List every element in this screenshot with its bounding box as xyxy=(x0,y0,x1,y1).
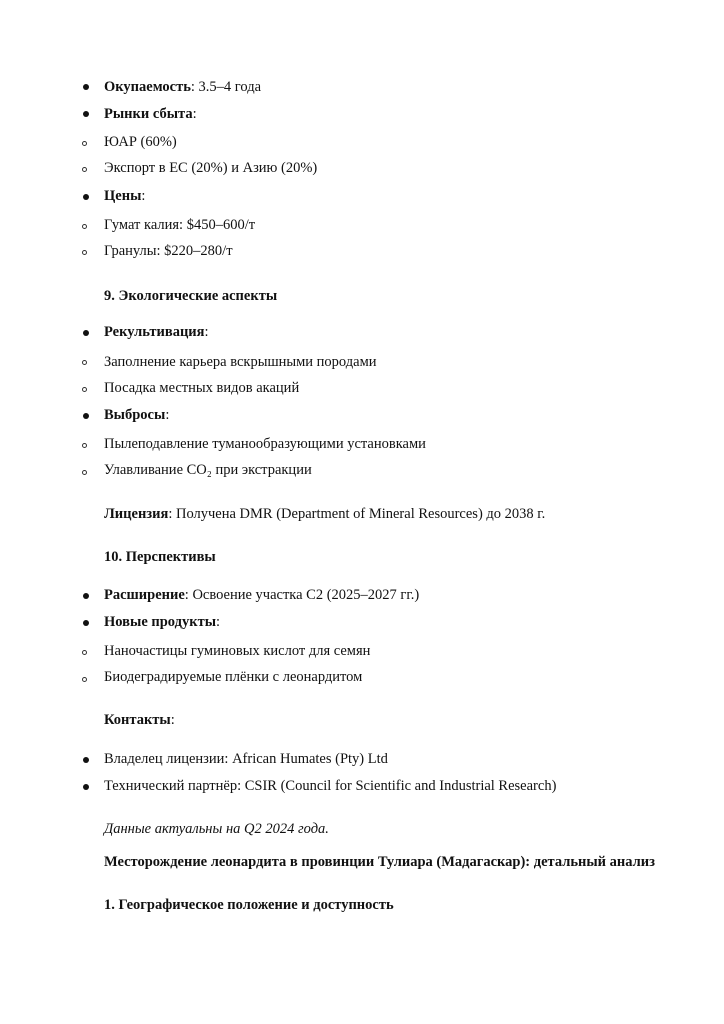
markets-item xyxy=(104,105,197,123)
emissions-item xyxy=(104,406,169,424)
colon: : xyxy=(170,712,175,728)
colon: : xyxy=(165,407,170,423)
recultivation-sub-item: Заполнение карьера вскрышными породами xyxy=(104,354,377,370)
emissions-label: Выбросы xyxy=(104,407,166,423)
new-products-label: Новые продукты xyxy=(104,614,217,630)
next-doc-section1-heading: 1. Географическое положение и доступность xyxy=(104,897,394,913)
expansion-value: : Освоение участка C2 (2025–2027 гг.) xyxy=(184,587,420,603)
sub-bullet-icon xyxy=(82,443,87,448)
bullet-icon xyxy=(83,84,89,90)
colon: : xyxy=(204,324,209,340)
prices-item xyxy=(104,187,145,205)
sub-bullet-icon xyxy=(82,167,87,172)
bullet-icon xyxy=(83,593,89,599)
new-products-item xyxy=(104,613,220,631)
new-products-sub-item: Наночастицы гуминовых кислот для семян xyxy=(104,643,371,659)
bullet-icon xyxy=(83,757,89,763)
bullet-icon xyxy=(83,413,89,419)
sub-bullet-icon xyxy=(82,360,87,365)
contacts-item: Владелец лицензии: African Humates (Pty) Ltd xyxy=(104,751,388,767)
prices-sub-item: Гумат калия: $450–600/т xyxy=(104,217,256,233)
next-doc-title: Месторождение леонардита в провинции Тулиара (Мадагаскар): детальный анализ xyxy=(104,854,655,870)
bullet-icon xyxy=(83,620,89,626)
contacts-item: Технический партнёр: CSIR (Council for Scientific and Industrial Research) xyxy=(104,778,557,794)
contacts-label: Контакты xyxy=(104,712,171,728)
license-line xyxy=(104,505,545,523)
colon: : xyxy=(141,188,146,204)
expansion-label: Расширение xyxy=(104,587,185,603)
recultivation-sub-item: Посадка местных видов акаций xyxy=(104,380,300,396)
section9-heading: 9. Экологические аспекты xyxy=(104,288,278,304)
emissions-sub-item: Улавливание CO₂ при экстракции xyxy=(104,462,312,478)
markets-sub-item: Экспорт в ЕС (20%) и Азию (20%) xyxy=(104,160,318,176)
bullet-icon xyxy=(83,330,89,336)
sub-bullet-icon xyxy=(82,470,87,475)
bullet-icon xyxy=(83,194,89,200)
new-products-sub-item: Биодеградируемые плёнки с леонардитом xyxy=(104,669,363,685)
expansion-item xyxy=(104,586,419,604)
sub-bullet-icon xyxy=(82,250,87,255)
contacts-heading xyxy=(104,711,175,729)
emissions-sub-item: Пылеподавление туманообразующими установками xyxy=(104,436,426,452)
sub-bullet-icon xyxy=(82,141,87,146)
markets-sub-item: ЮАР (60%) xyxy=(104,134,177,150)
prices-sub-item: Гранулы: $220–280/т xyxy=(104,243,233,259)
recultivation-item xyxy=(104,323,209,341)
roi-value: : 3.5–4 года xyxy=(190,79,262,95)
colon: : xyxy=(216,614,221,630)
prices-label: Цены xyxy=(104,188,142,204)
roi-label: Окупаемость xyxy=(104,79,191,95)
footnote: Данные актуальны на Q2 2024 года. xyxy=(104,821,329,837)
license-value: : Получена DMR (Department of Mineral Resources) до 2038 г. xyxy=(168,506,546,522)
license-label: Лицензия xyxy=(104,506,169,522)
sub-bullet-icon xyxy=(82,677,87,682)
section10-heading: 10. Перспективы xyxy=(104,549,216,565)
recultivation-label: Рекультивация xyxy=(104,324,205,340)
markets-label: Рынки сбыта xyxy=(104,106,193,122)
bullet-icon xyxy=(83,111,89,117)
roi-item xyxy=(104,78,261,96)
sub-bullet-icon xyxy=(82,650,87,655)
colon: : xyxy=(192,106,197,122)
bullet-icon xyxy=(83,784,89,790)
sub-bullet-icon xyxy=(82,387,87,392)
sub-bullet-icon xyxy=(82,224,87,229)
